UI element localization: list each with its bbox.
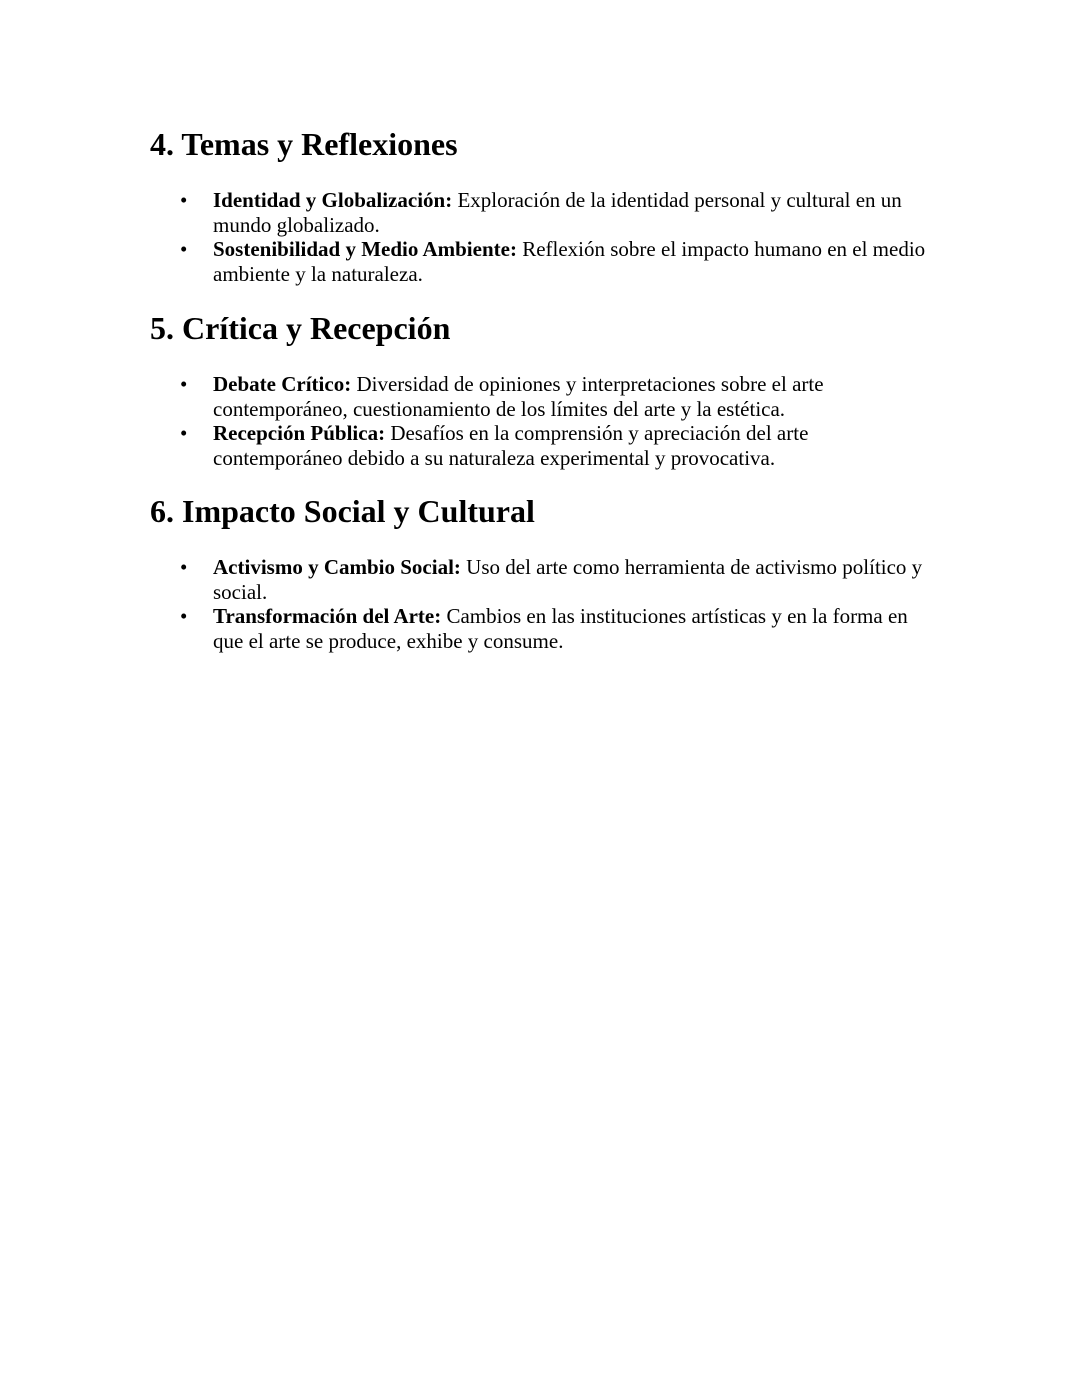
list-item	[0, 421, 933, 470]
list-item	[0, 237, 933, 286]
item-term: Transformación del Arte:	[213, 604, 442, 628]
item-text: Desafíos en la comprensión y apreciación del arte contemporáneo debido a su naturaleza experimental y provocativa.	[213, 421, 809, 470]
section-heading: 4. Temas y Reflexiones	[150, 126, 458, 162]
bullet-list	[0, 372, 1080, 470]
item-term: Debate Crítico:	[213, 372, 352, 396]
item-text: Exploración de la identidad personal y cultural en un mundo globalizado.	[213, 188, 902, 237]
list-item	[0, 372, 933, 421]
section-heading: 5. Crítica y Recepción	[150, 310, 451, 346]
item-text: Diversidad de opiniones y interpretaciones sobre el arte contemporáneo, cuestionamiento de los límites del arte y la estética.	[213, 372, 824, 421]
bullet-icon: •	[180, 237, 188, 261]
list-item	[0, 188, 933, 237]
bullet-list	[0, 188, 1080, 286]
list-item	[0, 604, 933, 653]
item-text: Cambios en las instituciones artísticas y en la forma en que el arte se produce, exhibe y consume.	[213, 604, 908, 653]
bullet-icon: •	[180, 372, 188, 396]
item-text: Uso del arte como herramienta de activismo político y social.	[213, 555, 923, 604]
bullet-icon: •	[180, 188, 188, 212]
item-term: Identidad y Globalización:	[213, 188, 453, 212]
item-term: Recepción Pública:	[213, 421, 386, 445]
item-term: Activismo y Cambio Social:	[213, 555, 461, 579]
list-item	[0, 555, 933, 604]
section-heading: 6. Impacto Social y Cultural	[150, 493, 535, 529]
item-text: Reflexión sobre el impacto humano en el medio ambiente y la naturaleza.	[213, 237, 926, 286]
bullet-icon: •	[180, 421, 188, 445]
bullet-icon: •	[180, 604, 188, 628]
bullet-icon: •	[180, 555, 188, 579]
bullet-list	[0, 555, 1080, 653]
item-term: Sostenibilidad y Medio Ambiente:	[213, 237, 517, 261]
